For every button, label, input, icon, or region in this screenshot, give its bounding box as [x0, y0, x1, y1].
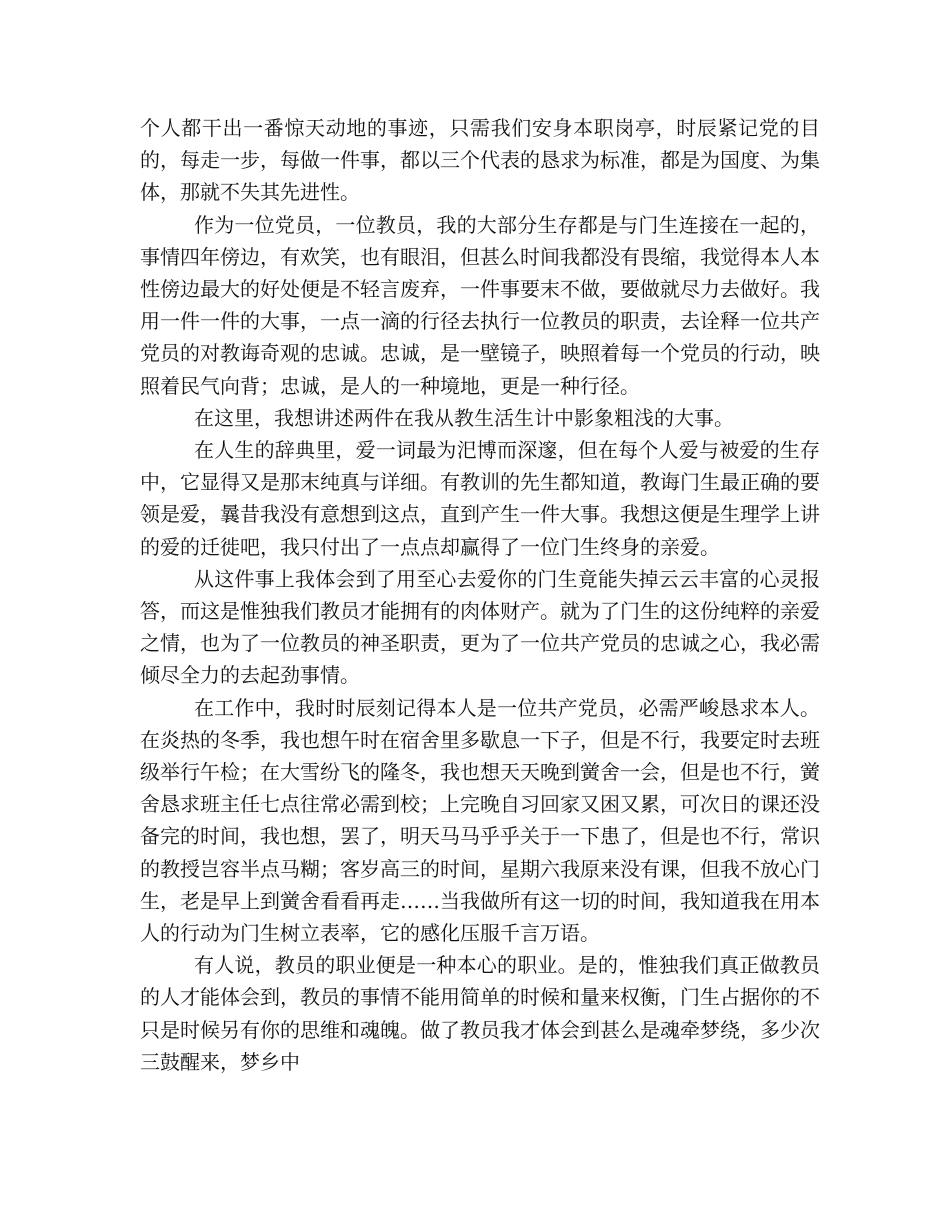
paragraph-3: 在这里，我想讲述两件在我从教生活生计中影象粗浅的大事。 — [194, 405, 734, 430]
paragraph-4: 在人生的辞典里，爱一词最为汜博而深邃，但在每个人爱与被爱的生存中，它显得又是那末纯真与详细。有教训的先生都知道，教诲门生最正确的要领是爱，曩昔我没有意想到这点，直到产生一件大事。我想这便是生理学上讲的爱的迁徙吧，我只付出了一点点却赢得了一位门生终身的亲爱。 — [140, 438, 820, 559]
paragraph-5: 从这件事上我体会到了用至心去爱你的门生竟能失掉云云丰富的心灵报答，而这是惟独我们教员才能拥有的肉体财产。就为了门生的这份纯粹的亲爱之情，也为了一位教员的神圣职责，更为了一位共产党员的忠诚之心，我必需倾尽全力的去起劲事情。 — [140, 566, 820, 688]
paragraph-1: 个人都干出一番惊天动地的事迹，只需我们安身本职岗亭，时辰紧记党的目的，每走一步，每做一件事，都以三个代表的恳求为标准，都是为国度、为集体，那就不失其先进性。 — [140, 116, 820, 205]
paragraph-2: 作为一位党员，一位教员，我的大部分生存都是与门生连接在一起的，事情四年傍边，有欢笑，也有眼泪，但甚么时间我都没有畏缩，我觉得本人本性傍边最大的好处便是不轻言废弃，一件事要末不做，要做就尽力去做好。我用一件一件的大事，一点一滴的行径去执行一位教员的职责，去诠释一位共产党员的对教诲奇观的忠诚。忠诚，是一壁镜子，映照着每一个党员的行动，映照着民气向背；忠诚，是人的一种境地，更是一种行径。 — [140, 212, 820, 398]
document-body — [140, 112, 820, 1078]
paragraph-6: 在工作中，我时时辰刻记得本人是一位共产党员，必需严峻恳求本人。在炎热的冬季，我也想午时在宿舍里多歇息一下子，但是不行，我要定时去班级举行午检；在大雪纷飞的隆冬，我也想天天晚到黉舍一会，但是也不行，黉舍恳求班主任七点往常必需到校；上完晚自习回家又困又累，可次日的课还没备完的时间，我也想，罢了，明天马马乎乎关于一下患了，但是也不行，常识的教授岂容半点马糊；客岁高三的时间，星期六我原来没有课，但我不放心门生，老是早上到黉舍看看再走……当我做所有这一切的时间，我知道我在用本人的行动为门生树立表率，它的感化压服千言万语。 — [140, 695, 820, 946]
paragraph-7: 有人说，教员的职业便是一种本心的职业。是的，惟独我们真正做教员的人才能体会到，教员的事情不能用简单的时候和量来权衡，门生占据你的不只是时候另有你的思维和魂魄。做了教员我才体会到甚么是魂牵梦绕，多少次三鼓醒来，梦乡中 — [140, 953, 820, 1074]
